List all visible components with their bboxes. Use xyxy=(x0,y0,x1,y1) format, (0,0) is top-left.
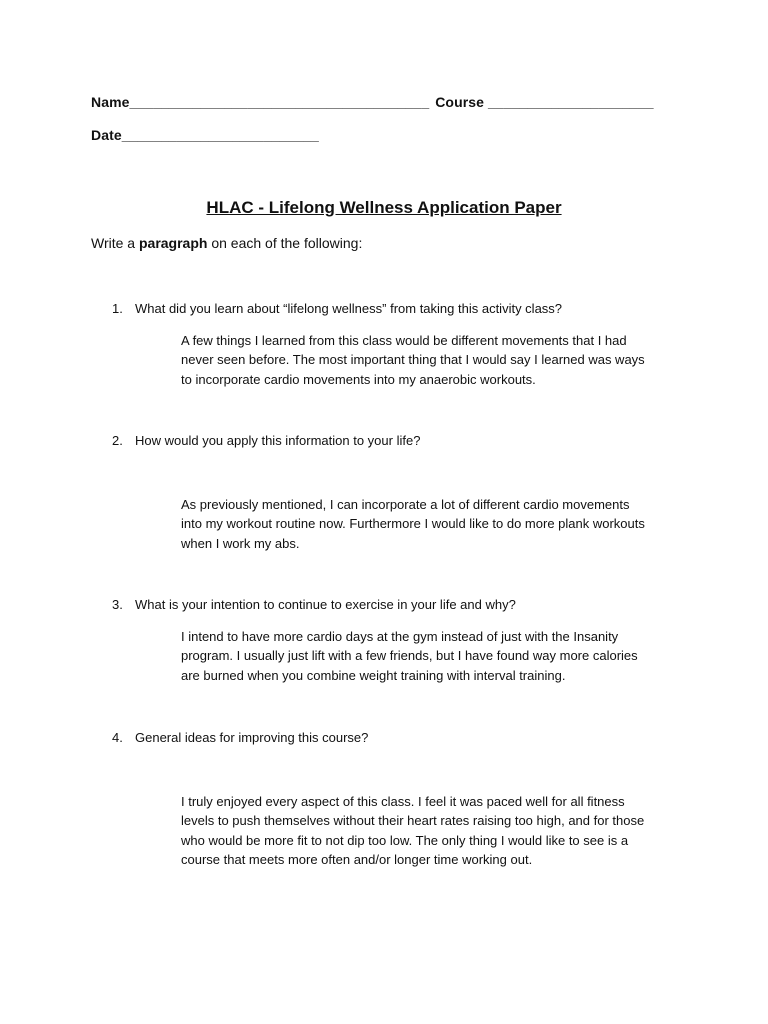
answer-4 xyxy=(181,792,681,869)
name-course-line xyxy=(91,94,654,110)
question-number: 3. xyxy=(112,597,123,612)
answer-line: into my workout routine now. Furthermore I would like to do more plank workouts xyxy=(181,516,645,532)
course-field: Course _____________________ xyxy=(435,94,654,110)
instructions-prefix: Write a xyxy=(91,235,139,251)
question-text: What did you learn about “lifelong wellness” from taking this activity class? xyxy=(135,301,563,316)
answer-line: course that meets more often and/or longer time working out. xyxy=(181,851,533,867)
answer-line: never seen before. The most important thing that I would say I learned was ways xyxy=(181,352,645,368)
answer-line: to incorporate cardio movements into my anaerobic workouts. xyxy=(181,371,536,387)
question-4 xyxy=(112,730,368,745)
answer-3 xyxy=(181,627,681,685)
question-text: How would you apply this information to your life? xyxy=(135,433,421,448)
instructions xyxy=(91,235,362,251)
question-2 xyxy=(112,433,420,448)
date-field: Date_________________________ xyxy=(91,127,319,143)
answer-line: As previously mentioned, I can incorporate a lot of different cardio movements xyxy=(181,497,630,512)
answer-line: I truly enjoyed every aspect of this class. I feel it was paced well for all fitness xyxy=(181,794,625,809)
answer-1 xyxy=(181,331,681,389)
question-number: 4. xyxy=(112,730,123,745)
answer-line: when I work my abs. xyxy=(181,535,300,551)
answer-line: A few things I learned from this class would be different movements that I had xyxy=(181,333,627,348)
question-text: General ideas for improving this course? xyxy=(135,730,369,745)
answer-line: I intend to have more cardio days at the gym instead of just with the Insanity xyxy=(181,629,619,644)
answer-2 xyxy=(181,495,681,553)
question-1 xyxy=(112,301,562,316)
answer-line: levels to push themselves without their heart rates raising too high, and for those xyxy=(181,813,645,829)
page-title: HLAC - Lifelong Wellness Application Paper xyxy=(206,198,562,217)
question-3 xyxy=(112,597,516,612)
question-number: 1. xyxy=(112,301,123,316)
answer-line: are burned when you combine weight training with interval training. xyxy=(181,667,566,683)
instructions-bold: paragraph xyxy=(138,235,208,251)
question-number: 2. xyxy=(112,433,123,448)
instructions-suffix: on each of the following: xyxy=(207,235,363,251)
answer-line: who would be more fit to not dip too low. The only thing I would like to see is a xyxy=(181,832,629,848)
question-text: What is your intention to continue to exercise in your life and why? xyxy=(135,597,516,612)
answer-line: program. I usually just lift with a few friends, but I have found way more calories xyxy=(181,648,638,664)
name-field: Name______________________________________ xyxy=(91,94,430,110)
